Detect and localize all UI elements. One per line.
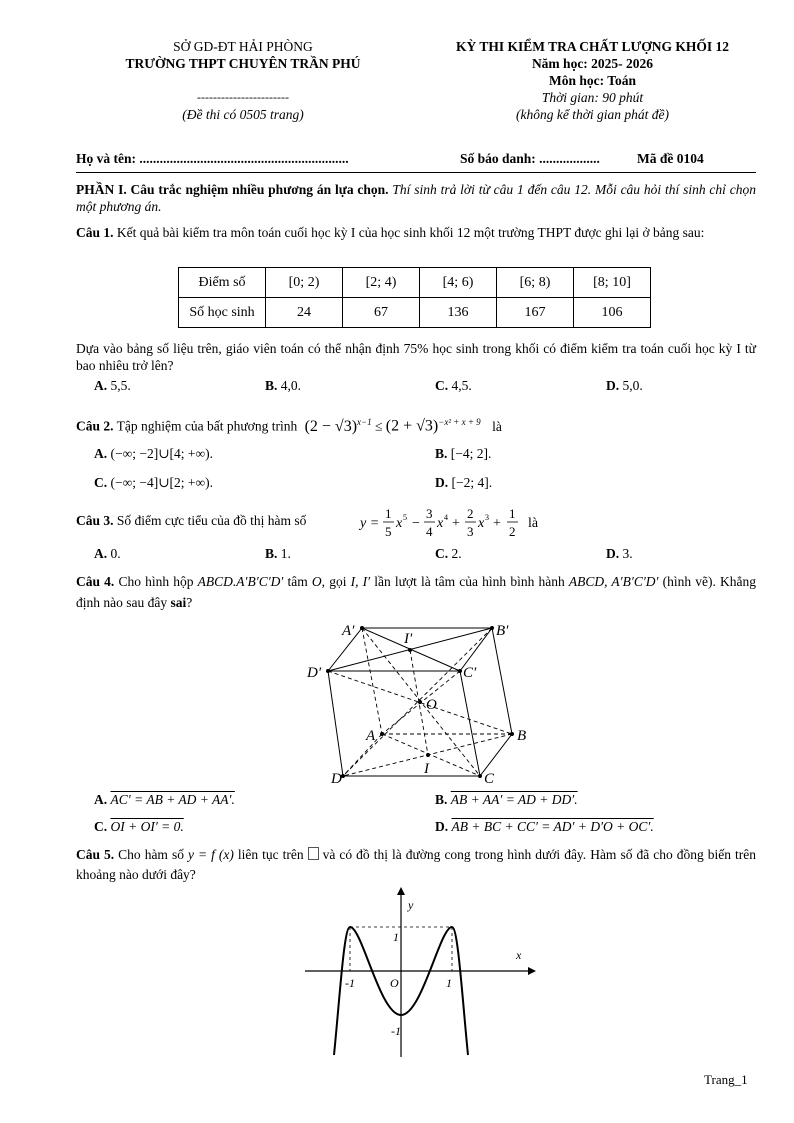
q2-rhs-base: (2 + √3) [385, 417, 439, 435]
formula-term: x [478, 516, 485, 531]
header-right [420, 38, 765, 123]
table-row [179, 268, 651, 298]
formula-tail: là [528, 516, 539, 531]
q3-option-c[interactable] [435, 546, 462, 562]
label-c: C [484, 771, 495, 787]
formula-frac-den: 5 [385, 524, 392, 539]
q1-option-b[interactable] [265, 378, 301, 394]
option-value: 5,5. [110, 378, 131, 393]
school-year: Năm học: 2025- 2026 [531, 56, 654, 71]
formula-y: y = [360, 516, 380, 531]
q5-text-b: liên tục trên [237, 847, 304, 862]
q5-func: y = f (x) [187, 847, 234, 862]
option-key: A. [94, 446, 108, 461]
option-key: D. [435, 475, 449, 490]
option-value: 0. [110, 546, 121, 561]
graph-tick-1x: 1 [446, 976, 452, 990]
q2-lhs-exp: x−1 [357, 417, 372, 427]
graph-origin: O [390, 976, 399, 990]
option-value: 1. [280, 546, 291, 561]
option-value: 3. [622, 546, 633, 561]
option-key: C. [94, 475, 108, 490]
formula-frac-num: 3 [426, 506, 433, 521]
formula-frac-den: 3 [467, 524, 474, 539]
option-key: C. [94, 819, 108, 834]
graph-tick-1y: 1 [393, 930, 399, 944]
option-key: C. [435, 546, 449, 561]
q4-faces: ABCD, A′B′C′D′ [568, 574, 659, 589]
q2-lhs-base: (2 − √3) [304, 417, 358, 435]
subject: Môn học: Toán [548, 73, 637, 88]
option-key: C. [435, 378, 449, 393]
q2-option-d[interactable] [435, 475, 492, 491]
graph-x-label: x [516, 948, 522, 962]
option-value: AB + AA′ = AD + DD′. [450, 792, 578, 807]
table-cell: [2; 4) [343, 268, 420, 298]
q1-option-a[interactable] [94, 378, 131, 394]
option-key: B. [435, 446, 448, 461]
q3-label: Câu 3. [76, 513, 114, 528]
option-value: AC′ = AB + AD + AA′. [110, 792, 235, 807]
q4-text-d: lần lượt là tâm của hình bình hành [374, 574, 565, 589]
formula-frac-num: 1 [385, 506, 392, 521]
option-key: B. [265, 546, 278, 561]
option-value: OI + OI′ = 0. [110, 819, 184, 834]
option-value: AB + BC + CC′ = AD′ + D′O + OC′. [451, 819, 654, 834]
label-d-prime: D′ [307, 665, 322, 681]
label-c-prime: C′ [463, 665, 477, 681]
option-key: A. [94, 378, 108, 393]
label-b-prime: B′ [496, 623, 509, 639]
q3-text: Số điểm cực tiểu của đồ thị hàm số [116, 513, 307, 528]
q4-option-c[interactable] [94, 819, 184, 835]
label-a: A [366, 728, 376, 744]
label-a-prime: A′ [342, 623, 355, 639]
table-cell: [4; 6) [420, 268, 497, 298]
exam-code: Mã đề 0104 [637, 151, 704, 166]
q2-text: Tập nghiệm của bất phương trình [116, 418, 298, 434]
q3-option-a[interactable] [94, 546, 121, 562]
option-key: B. [435, 792, 448, 807]
formula-op: + [452, 516, 460, 531]
table-cell: Điểm số [179, 268, 266, 298]
option-value: 5,0. [622, 378, 643, 393]
q2-tail: là [492, 418, 502, 434]
q3-formula [358, 502, 548, 542]
q4-text-a: Cho hình hộp [118, 574, 194, 589]
table-cell: 136 [420, 298, 497, 328]
option-key: D. [435, 819, 449, 834]
option-value: 2. [451, 546, 462, 561]
exam-time: Thời gian: 90 phút [541, 90, 644, 105]
label-o: O [426, 697, 437, 713]
table-cell: Số học sinh [179, 298, 266, 328]
formula-frac-den: 2 [509, 524, 516, 539]
graph-tick-minus1x: -1 [345, 976, 355, 990]
q5-text-a: Cho hàm số [118, 847, 184, 862]
q4-points: I, I′ [350, 574, 371, 589]
name-field-label: Họ và tên: .............................................................. [76, 151, 349, 166]
q1-stem [76, 224, 756, 241]
formula-term: x [437, 516, 444, 531]
exam-time-note: (không kể thời gian phát đề) [515, 107, 670, 122]
q2-label: Câu 2. [76, 418, 114, 434]
q4-qmark: ? [186, 595, 193, 610]
q3-stem [76, 513, 306, 529]
q5-text-c: và có đồ thị là đường cong trong hình dưới đây. Hàm số đã cho đồng biến trên khoảng nào dưới đây? [76, 847, 756, 882]
pages-note: (Đề thi có 0505 trang) [182, 107, 304, 122]
formula-op: + [493, 516, 501, 531]
table-cell: [6; 8) [497, 268, 574, 298]
header-left [78, 38, 408, 123]
q2-rhs-exp: −x² + x + 9 [438, 417, 481, 427]
formula-frac-den: 4 [426, 524, 433, 539]
part1-heading [76, 181, 756, 215]
label-i-prime: I′ [404, 631, 413, 647]
student-id-label: Số báo danh: .................. [460, 151, 600, 166]
table-cell: 67 [343, 298, 420, 328]
q5-stem [76, 845, 756, 885]
q2-stem [76, 412, 502, 437]
formula-frac-num: 1 [509, 506, 516, 521]
graph-y-label: y [408, 898, 414, 912]
option-key: A. [94, 546, 108, 561]
q4-text-e: (hình vẽ). Khẳng định nào sau đây [76, 574, 757, 610]
table-cell: [8; 10] [574, 268, 651, 298]
q4-box: ABCD.A′B′C′D′ [197, 574, 284, 589]
q4-stem [76, 571, 756, 613]
option-value: [−2; 4]. [451, 475, 493, 490]
q4-label: Câu 4. [76, 574, 115, 589]
exam-title: KỲ THI KIỂM TRA CHẤT LƯỢNG KHỐI 12 [456, 39, 729, 54]
option-value: (−∞; −4]∪[2; +∞). [110, 475, 214, 490]
formula-frac-num: 2 [467, 506, 474, 521]
q1-text: Kết quả bài kiểm tra môn toán cuối học kỳ I của học sinh khối 12 một trường THPT được ghi lại ở bảng sau: [116, 225, 705, 240]
divider-line [76, 172, 756, 173]
q2-option-a[interactable] [94, 446, 213, 462]
label-d: D [331, 771, 342, 787]
q4-option-b[interactable] [435, 792, 578, 808]
q3-option-d[interactable] [606, 546, 633, 562]
formula-exp: 4 [444, 513, 448, 522]
table-cell: 24 [266, 298, 343, 328]
table-row [179, 298, 651, 328]
q1-text2: Dựa vào bảng số liệu trên, giáo viên toán có thể nhận định 75% học sinh trong khối có điểm kiểm tra toán cuối học kỳ I từ bao nhiêu trở lên? [76, 341, 756, 373]
table-cell: 106 [574, 298, 651, 328]
q4-option-a[interactable] [94, 792, 235, 808]
label-i: I [424, 761, 429, 777]
function-graph [300, 885, 540, 1065]
score-table [178, 267, 651, 328]
option-key: D. [606, 378, 620, 393]
q1-option-d[interactable] [606, 378, 643, 394]
q4-false-word: sai [170, 595, 187, 610]
option-key: A. [94, 792, 108, 807]
option-key: B. [265, 378, 278, 393]
q4-center: O [311, 574, 322, 589]
q2-leq: ≤ [375, 418, 383, 434]
school-name: TRƯỜNG THPT CHUYÊN TRẦN PHÚ [125, 56, 361, 71]
q3-option-b[interactable] [265, 546, 291, 562]
formula-term: x [396, 516, 403, 531]
option-key: D. [606, 546, 620, 561]
table-cell: 167 [497, 298, 574, 328]
label-b: B [517, 728, 527, 744]
real-numbers-symbol-icon [308, 847, 319, 860]
q4-text-c: , gọi [321, 574, 347, 589]
q2-option-c[interactable] [94, 475, 213, 491]
part1-title: PHẦN I. Câu trắc nghiệm nhiều phương án lựa chọn. [76, 182, 389, 197]
formula-exp: 5 [403, 513, 407, 522]
q2-option-b[interactable] [435, 446, 491, 462]
option-value: (−∞; −2]∪[4; +∞). [110, 446, 214, 461]
table-cell: [0; 2) [266, 268, 343, 298]
q4-option-d[interactable] [435, 819, 654, 835]
formula-exp: 3 [485, 513, 489, 522]
parallelepiped-figure [300, 615, 540, 790]
page-number: Trang_1 [704, 1072, 748, 1087]
option-value: 4,5. [451, 378, 472, 393]
option-value: 4,0. [280, 378, 302, 393]
graph-tick-minus1y: -1 [391, 1024, 401, 1038]
header-dashes: ----------------------- [197, 90, 289, 104]
part1-instruction: Thí sinh trả lời từ câu 1 đến câu 12. Mỗi câu hỏi thí sinh chỉ chọn một phương án. [76, 182, 757, 214]
option-value: [−4; 2]. [450, 446, 492, 461]
q5-label: Câu 5. [76, 847, 115, 862]
department-name: SỞ GD-ĐT HẢI PHÒNG [173, 39, 313, 54]
q1-label: Câu 1. [76, 225, 114, 240]
formula-op: − [412, 516, 420, 531]
q4-text-b: tâm [287, 574, 308, 589]
q1-option-c[interactable] [435, 378, 472, 394]
